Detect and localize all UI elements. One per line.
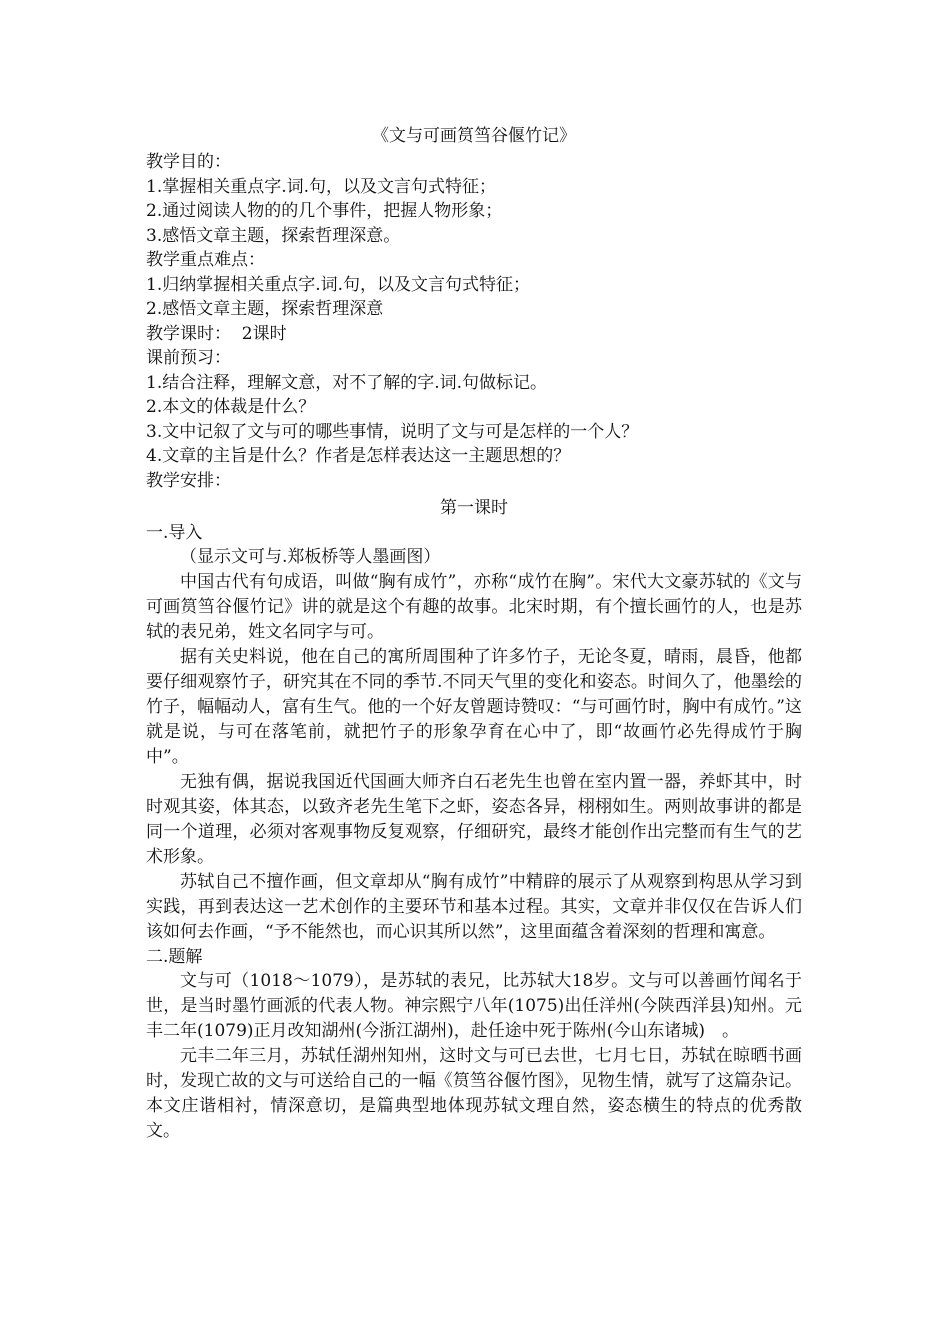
explain-paragraph: 文与可（1018～1079），是苏轼的表兄，比苏轼大18岁。文与可以善画竹闻名于世，是当时墨竹画派的代表人物。神宗熙宁八年(1075)出任洋州(今陕西洋县)知州。元丰二年(1079)正月改知湖州(今浙江湖州)，赴任途中死于陈州(今山东诸城) 。 (146, 971, 802, 1041)
preview-item: 4.文章的主旨是什么？作者是怎样表达这一主题思想的？ (146, 446, 571, 466)
key-points-heading: 教学重点难点： (146, 250, 265, 270)
intro-paragraph: 苏轼自己不擅作画，但文章却从“胸有成竹”中精辟的展示了从观察到构思从学习到实践，再到表达这一艺术创作的主要环节和基本过程。其实，文章并非仅仅在告诉人们该如何去作画，“予不能然也，而心识其所以然”，这里面蕴含着深刻的哲理和寓意。 (146, 871, 802, 942)
preview-heading: 课前预习： (146, 348, 231, 368)
key-point-item: 1.归纳掌握相关重点字.词.句，以及文言句式特征； (146, 274, 531, 295)
preview-item: 3.文中记叙了文与可的哪些事情，说明了文与可是怎样的一个人？ (146, 421, 639, 442)
objective-item: 2.通过阅读人物的的几个事件，把握人物形象； (146, 201, 503, 221)
objective-item: 1.掌握相关重点字.词.句，以及文言句式特征； (146, 176, 497, 197)
section-title-explain-heading: 二.题解 (146, 946, 203, 967)
preview-item: 2.本文的体裁是什么？ (146, 397, 316, 417)
preview-item: 1.结合注释，理解文意，对不了解的字.词.句做标记。 (146, 372, 548, 393)
key-point-item: 2.感悟文章主题，探索哲理深意 (146, 299, 384, 319)
objective-item: 3.感悟文章主题，探索哲理深意。 (146, 225, 401, 246)
section-intro-heading: 一.导入 (146, 522, 203, 543)
intro-paragraph: 据有关史料说，他在自己的寓所周围种了许多竹子，无论冬夏，晴雨，晨昏，他都要仔细观察竹子，研究其在不同的季节.不同天气里的变化和姿态。时间久了，他墨绘的竹子，幅幅动人，富有生气。他的一个好友曾题诗赞叹：“与可画竹时，胸中有成竹。”这就是说，与可在落笔前，就把竹子的形象孕育在心中了，即“故画竹必先得成竹于胸中”。 (146, 646, 802, 767)
document-title: 《文与可画筼筜谷偃竹记》 (372, 126, 576, 146)
explain-paragraph: 元丰二年三月，苏轼任湖州知州，这时文与可已去世，七月七日，苏轼在晾晒书画时，发现亡故的文与可送给自己的一幅《筼筜谷偃竹图》，见物生情，就写了这篇杂记。本文庄谐相衬，情深意切，是篇典型地体现苏轼文理自然，姿态横生的特点的优秀散文。 (146, 1046, 802, 1141)
intro-paragraph: 无独有偶，据说我国近代国画大师齐白石老先生也曾在室内置一器，养虾其中，时时观其姿，体其态，以致齐老先生笔下之虾，姿态各异，栩栩如生。两则故事讲的都是同一个道理，必须对客观事物反复观察，仔细研究，最终才能创作出完整而有生气的艺术形象。 (146, 771, 802, 867)
arrangement-heading: 教学安排： (146, 470, 231, 491)
objectives-heading: 教学目的： (146, 152, 231, 172)
lesson-one-heading: 第一课时 (440, 498, 508, 518)
intro-paragraph: 中国古代有句成语，叫做“胸有成竹”，亦称“成竹在胸”。宋代大文豪苏轼的《文与可画筼筜谷偃竹记》讲的就是这个有趣的故事。北宋时期，有个擅长画竹的人，也是苏轼的表兄弟，姓文名同字与可。 (146, 571, 802, 642)
intro-note: （显示文可与.郑板桥等人墨画图） (180, 547, 441, 567)
class-hours: 教学课时： 2课时 (146, 323, 287, 344)
